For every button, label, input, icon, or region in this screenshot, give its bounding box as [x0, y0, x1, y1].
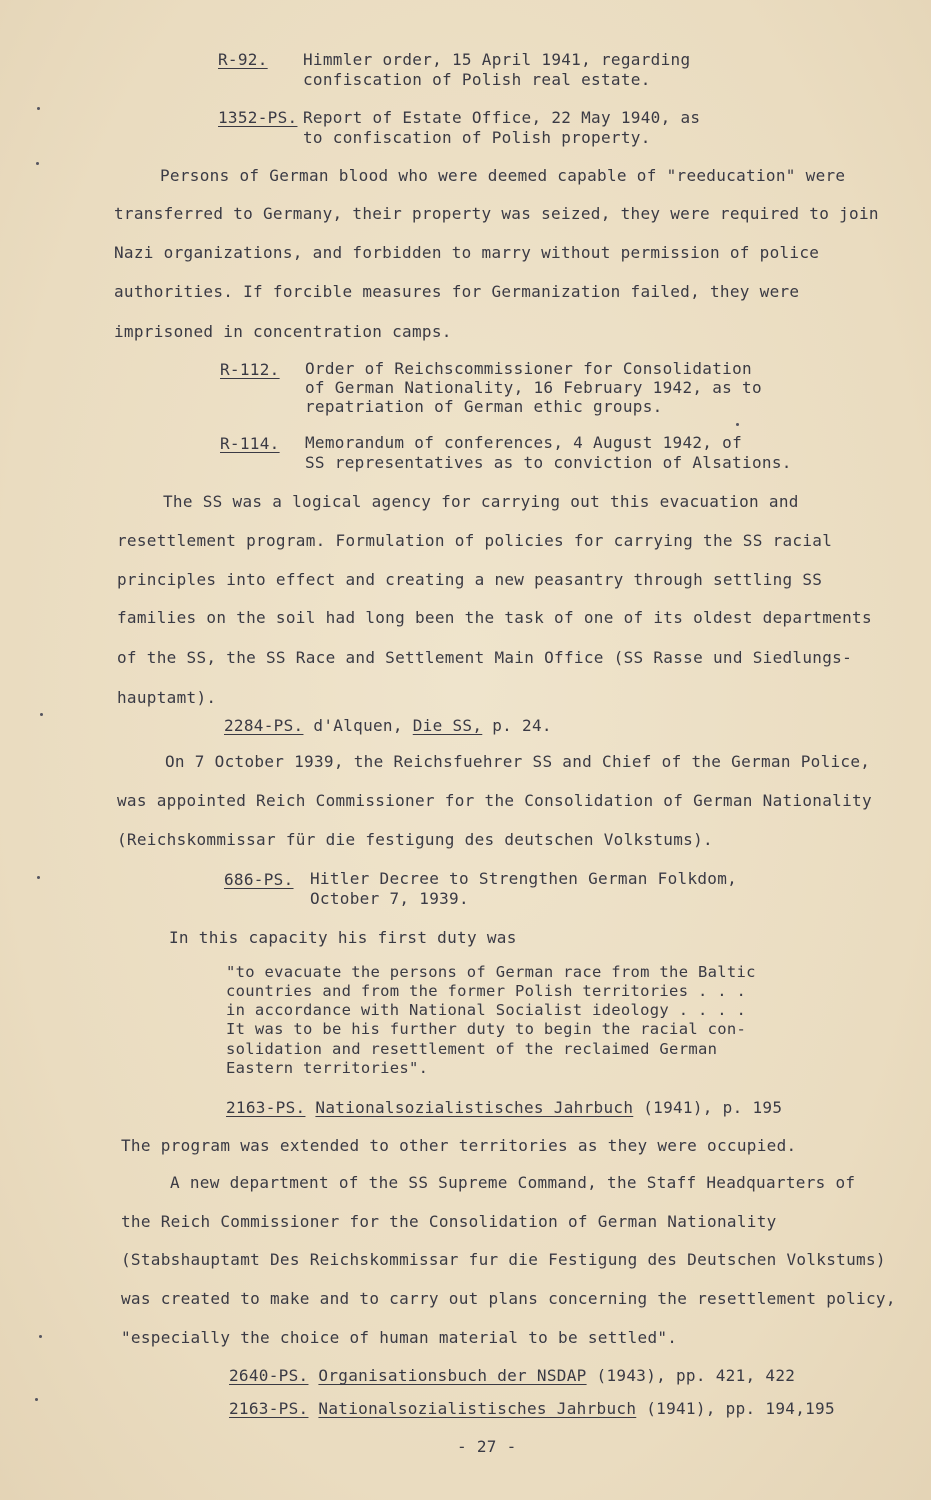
paragraph-line: On 7 October 1939, the Reichsfuehrer SS and Chief of the German Police, — [165, 752, 871, 771]
paragraph-line: resettlement program. Formulation of policies for carrying the SS racial — [117, 531, 833, 550]
paragraph-line: (Stabshauptamt Des Reichskommissar fur die Festigung des Deutschen Volkstums) — [121, 1250, 886, 1269]
speck — [40, 713, 43, 716]
paragraph-line: transferred to Germany, their property was seized, they were required to join — [114, 204, 879, 223]
citation-ref: 1352-PS. — [218, 108, 298, 127]
speck — [736, 423, 739, 426]
citation-2163ps — [229, 1399, 835, 1418]
citation-r114 — [220, 434, 280, 453]
citation-ref: R-92. — [218, 50, 268, 69]
speck — [39, 1335, 42, 1338]
citation-text: of German Nationality, 16 February 1942, as to — [305, 378, 762, 397]
paragraph-line: the Reich Commissioner for the Consolidation of German Nationality — [121, 1212, 777, 1231]
citation-text: confiscation of Polish real estate. — [303, 70, 651, 89]
citation-rest: (1941), pp. 194,195 — [646, 1399, 835, 1418]
citation-r112 — [220, 360, 280, 379]
paragraph-line: imprisoned in concentration camps. — [114, 322, 452, 341]
citation-title: Nationalsozialistisches Jahrbuch — [318, 1399, 637, 1418]
paragraph-line: hauptamt). — [117, 688, 217, 707]
speck — [37, 876, 40, 879]
citation-page: p. 24. — [492, 716, 552, 735]
paragraph-line: families on the soil had long been the task of one of its oldest departments — [117, 608, 872, 627]
speck — [36, 162, 39, 165]
citation-author: d'Alquen, — [313, 716, 403, 735]
page-number: - 27 - — [457, 1437, 517, 1456]
citation-text: Himmler order, 15 April 1941, regarding — [303, 50, 691, 69]
citation-ref: 686-PS. — [224, 870, 294, 889]
paragraph-line: principles into effect and creating a new peasantry through settling SS — [117, 570, 823, 589]
quote-line: It was to be his further duty to begin the racial con- — [226, 1020, 747, 1038]
paragraph-line: (Reichskommissar für die festigung des deutschen Volkstums). — [117, 830, 713, 849]
quote-line: Eastern territories". — [226, 1059, 429, 1077]
paragraph-line: Persons of German blood who were deemed capable of "reeducation" were — [160, 166, 846, 185]
paragraph-line: was created to make and to carry out plans concerning the resettlement policy, — [121, 1289, 896, 1308]
citation-title: Organisationsbuch der NSDAP — [318, 1366, 587, 1385]
citation-title: Nationalsozialistisches Jahrbuch — [315, 1098, 634, 1117]
citation-2284ps — [224, 716, 552, 735]
citation-text: Memorandum of conferences, 4 August 1942, of — [305, 433, 743, 452]
citation-text: Report of Estate Office, 22 May 1940, as — [303, 108, 701, 127]
paragraph-line: of the SS, the SS Race and Settlement Main Office (SS Rasse und Siedlungs- — [117, 648, 853, 667]
citation-text: repatriation of German ethic groups. — [305, 397, 663, 416]
paragraph-line: "especially the choice of human material to be settled". — [121, 1328, 678, 1347]
paragraph-line: A new department of the SS Supreme Command, the Staff Headquarters of — [170, 1173, 856, 1192]
quote-line: "to evacuate the persons of German race from the Baltic — [226, 963, 756, 981]
citation-text: to confiscation of Polish property. — [303, 128, 651, 147]
quote-line: solidation and resettlement of the reclaimed German — [226, 1040, 718, 1058]
citation-ref: R-114. — [220, 434, 280, 453]
citation-text: Order of Reichscommissioner for Consolidation — [305, 359, 752, 378]
citation-686ps — [224, 870, 294, 889]
speck — [37, 107, 40, 110]
paragraph-line: The SS was a logical agency for carrying out this evacuation and — [163, 492, 799, 511]
citation-rest: (1941), p. 195 — [643, 1098, 783, 1117]
citation-ref: 2640-PS. — [229, 1366, 309, 1385]
paragraph-line: Nazi organizations, and forbidden to marry without permission of police — [114, 243, 820, 262]
citation-1352ps — [218, 108, 297, 127]
citation-2640ps — [229, 1366, 795, 1385]
paragraph-line: was appointed Reich Commissioner for the Consolidation of German Nationality — [117, 791, 872, 810]
citation-title: Die SS, — [412, 716, 483, 735]
paragraph-line: The program was extended to other territories as they were occupied. — [121, 1136, 797, 1155]
citation-text: SS representatives as to conviction of Alsations. — [305, 453, 792, 472]
quote-line: countries and from the former Polish territories . . . — [226, 982, 747, 1000]
citation-text: October 7, 1939. — [310, 889, 469, 908]
paragraph-line: In this capacity his first duty was — [169, 928, 517, 947]
citation-text: Hitler Decree to Strengthen German Folkdom, — [310, 869, 738, 888]
citation-ref: 2163-PS. — [229, 1399, 309, 1418]
citation-r92 — [218, 50, 268, 69]
speck — [35, 1398, 38, 1401]
citation-rest: (1943), pp. 421, 422 — [596, 1366, 796, 1385]
citation-2163ps — [226, 1098, 782, 1117]
quote-line: in accordance with National Socialist ideology . . . . — [226, 1001, 747, 1019]
citation-ref: 2163-PS. — [226, 1098, 306, 1117]
paragraph-line: authorities. If forcible measures for Germanization failed, they were — [114, 282, 800, 301]
citation-ref: R-112. — [220, 360, 280, 379]
citation-ref: 2284-PS. — [224, 716, 304, 735]
